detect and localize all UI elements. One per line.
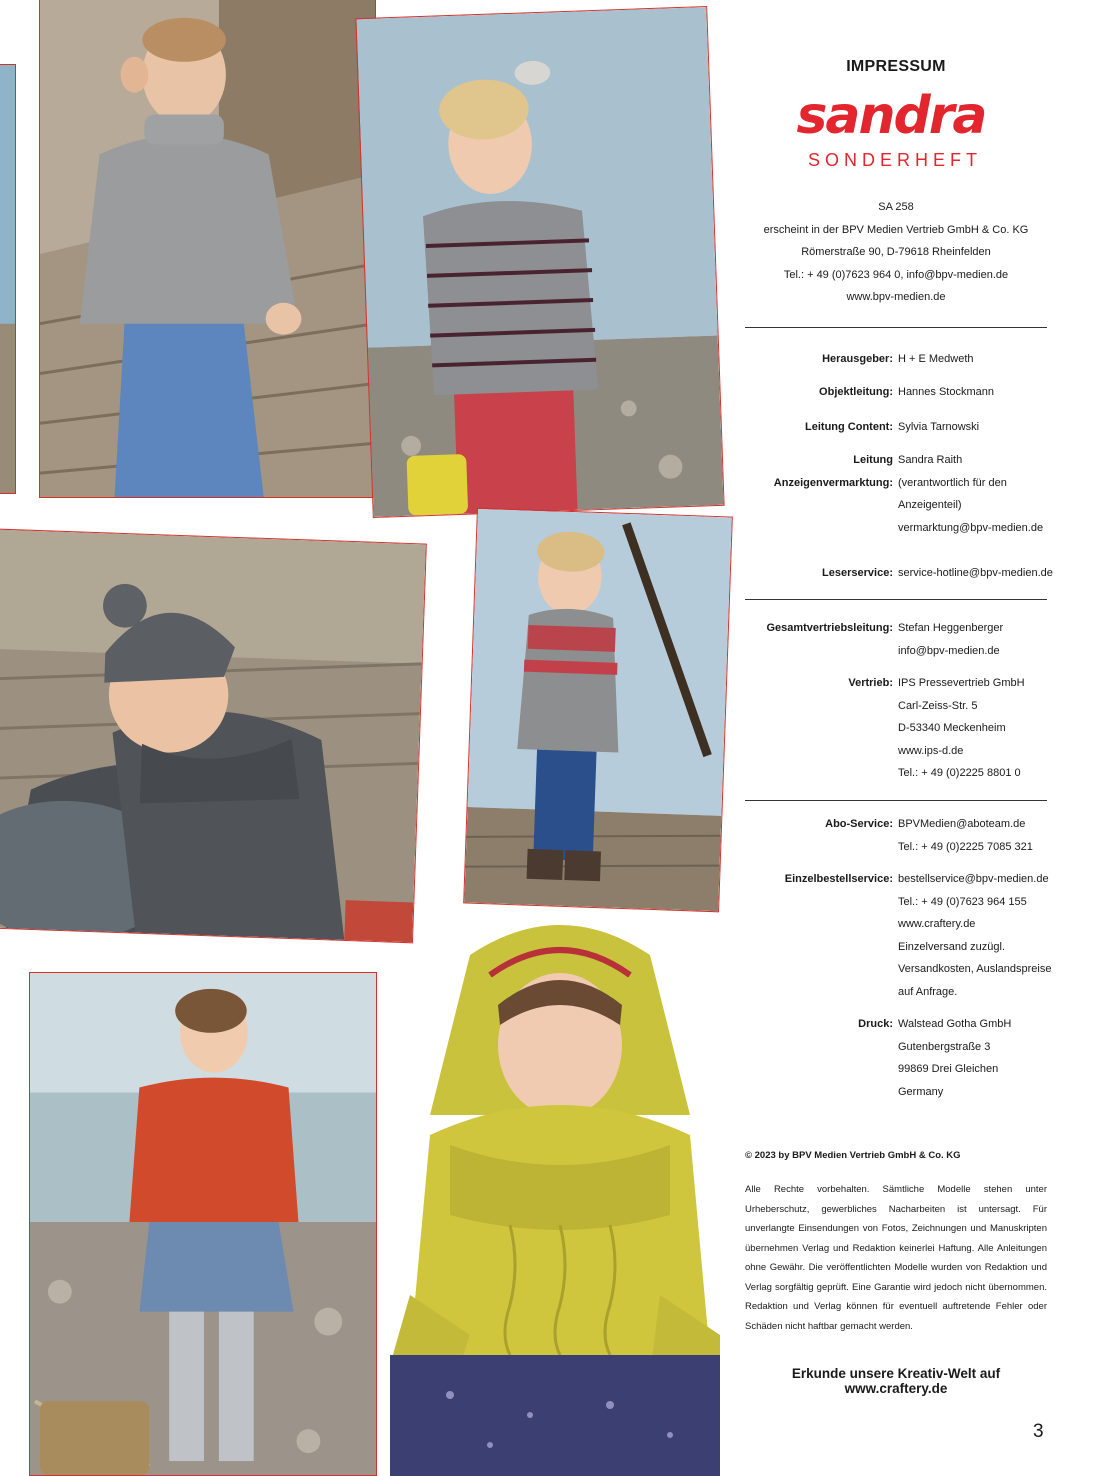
photo-boy-grey-sweater — [39, 0, 376, 498]
credit-value — [898, 868, 1063, 1003]
publisher-address: Römerstraße 90, D-79618 Rheinfelden — [801, 246, 991, 258]
credit-value-line: Versandkosten, Auslandspreise — [898, 963, 1052, 975]
credit-value — [898, 813, 1063, 858]
page-number: 3 — [1033, 1421, 1044, 1442]
credit-value — [898, 1013, 1063, 1103]
photo-girl-yellow-hooded-sweater — [390, 915, 720, 1476]
credit-value-line: Gutenbergstraße 3 — [898, 1040, 991, 1053]
credit-value-line: Stefan Heggenberger — [898, 622, 1004, 634]
craftery-cta: Erkunde unsere Kreativ-Welt auf www.craftery.de — [791, 1366, 1001, 1396]
divider — [745, 327, 1047, 328]
credit-value-line: Walstead Gotha GmbH — [898, 1018, 1012, 1030]
credit-value-line: vermarktung@bpv-medien.de — [898, 521, 1044, 534]
credit-value-line: D-53340 Meckenheim — [898, 722, 1006, 734]
credit-value — [898, 348, 1063, 371]
credit-label: Leserservice: — [822, 567, 893, 579]
credit-value-line: IPS Pressevertrieb GmbH — [898, 677, 1025, 689]
credit-value — [898, 562, 1063, 585]
credit-value-line: www.ips-d.de — [898, 744, 964, 757]
issue-number: SA 258 — [878, 201, 914, 213]
credit-value-line: Tel.: + 49 (0)2225 8801 0 — [898, 767, 1021, 779]
credit-label: Abo-Service: — [825, 818, 893, 830]
copyright-notice: © 2023 by BPV Medien Vertrieb GmbH & Co. KG — [745, 1150, 961, 1161]
publisher-line: erscheint in der BPV Medien Vertrieb GmbH & Co. KG — [763, 223, 1029, 236]
credit-label: Objektleitung: — [819, 386, 893, 398]
credit-value-line: 99869 Drei Gleichen — [898, 1063, 999, 1075]
credit-value-line: Tel.: + 49 (0)2225 7085 321 — [898, 840, 1033, 853]
credit-label: Herausgeber: — [822, 353, 893, 365]
logo-wordmark: sandra — [796, 86, 986, 146]
credit-value-line: service-hotline@bpv-medien.de — [898, 567, 1053, 579]
publisher-website: www.bpv-medien.de — [846, 291, 946, 303]
credit-value — [898, 449, 1063, 539]
credit-value — [898, 672, 1063, 785]
divider — [745, 800, 1047, 801]
credit-value-line: Tel.: + 49 (0)7623 964 155 — [898, 895, 1027, 908]
photo-boy-dark-grey-sweater — [0, 529, 427, 944]
credit-label: Druck: — [858, 1018, 893, 1030]
credit-value-line: Hannes Stockmann — [898, 386, 994, 398]
credit-value-line: (verantwortlich für den — [898, 476, 1007, 489]
credit-value-line: Sylvia Tarnowski — [898, 421, 980, 433]
credit-label: Leitung Content: — [805, 421, 893, 433]
credit-value-line: H + E Medweth — [898, 353, 974, 365]
credit-value-line: bestellservice@bpv-medien.de — [898, 873, 1049, 885]
credit-value-line: info@bpv-medien.de — [898, 644, 1000, 657]
credit-label: Einzelbestellservice: — [784, 873, 893, 885]
credit-value-line: Sandra Raith — [898, 454, 963, 466]
credit-value-line: www.craftery.de — [898, 918, 976, 930]
divider — [745, 599, 1047, 600]
publisher-info — [745, 196, 1047, 309]
credit-value — [898, 617, 1063, 662]
photo-girl-striped-sweater — [355, 6, 724, 518]
credit-value-line: Carl-Zeiss-Str. 5 — [898, 699, 978, 712]
credit-value — [898, 416, 1063, 439]
logo-subtitle: SONDERHEFT — [807, 150, 982, 170]
credit-value-line: Germany — [898, 1085, 944, 1098]
photo-girl-red-sweater — [29, 972, 377, 1476]
photo-girl-tunic-paddle — [463, 508, 733, 913]
credit-value-line: Einzelversand zuzügl. — [898, 940, 1006, 953]
publisher-contact: Tel.: + 49 (0)7623 964 0, info@bpv-medien.de — [783, 268, 1009, 281]
credit-value-line: auf Anfrage. — [898, 985, 958, 998]
photo-edge-left — [0, 64, 16, 494]
impressum-title: IMPRESSUM — [846, 58, 946, 75]
credit-value-line: Anzeigenteil) — [898, 499, 962, 511]
credit-value-line: BPVMedien@aboteam.de — [898, 818, 1026, 830]
credit-label: Vertrieb: — [848, 677, 893, 689]
credit-value — [898, 381, 1063, 404]
legal-text: Alle Rechte vorbehalten. Sämtliche Modelle stehen unter Urheberschutz, gewerbliches Nacharbeiten ist untersagt. Für unverlangte Einsendungen von Fotos, Zeichnungen und Manuskripten übernehmen Verlag und Redaktion keinerlei Haftung. Alle Anleitungen ohne Gewähr. Die veröffentlichten Modelle wurden von Redaktion und Verlag sorgfältig geprüft. Eine Garantie wird jedoch nicht übernommen. Redaktion und Verlag können für eventuell auftretende Fehler oder Schäden nicht haftbar gemacht werden. — [745, 1184, 1047, 1332]
sandra-logo — [793, 88, 993, 174]
credit-label: Gesamtvertriebsleitung: — [766, 622, 893, 634]
credit-label: Leitung Anzeigenvermarktung: — [773, 454, 893, 489]
